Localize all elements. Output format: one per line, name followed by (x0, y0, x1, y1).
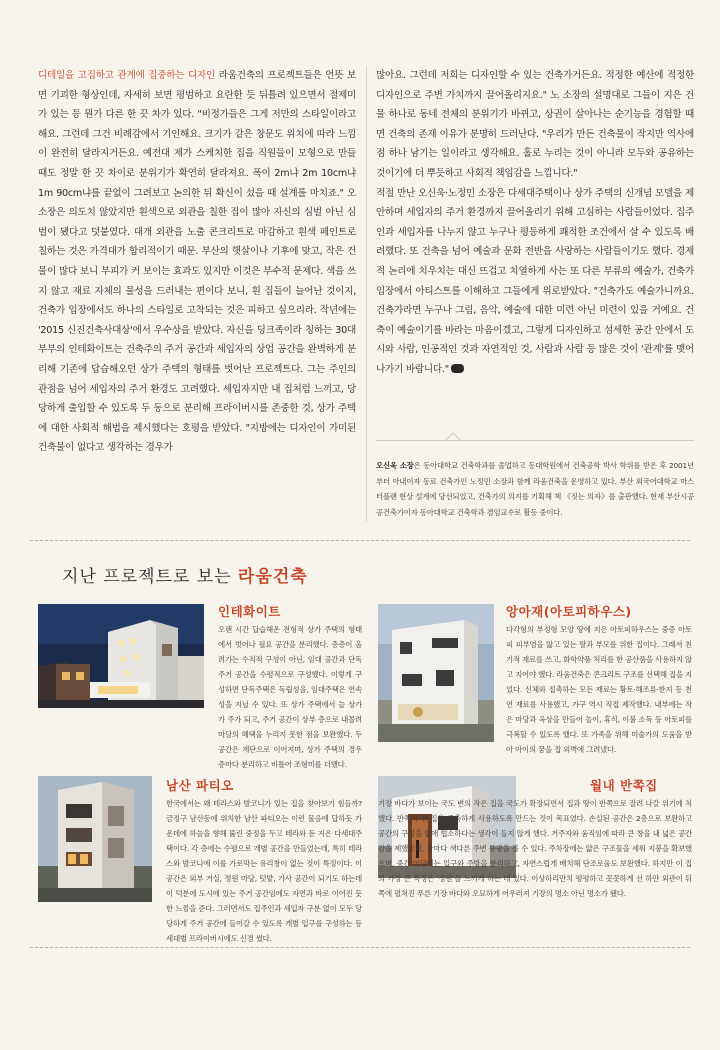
end-mark-icon (451, 364, 464, 373)
photo-namsan-patio (38, 776, 152, 902)
pointer-notch-icon (446, 433, 460, 441)
article-right-column (376, 66, 694, 380)
section-divider-bottom (30, 947, 690, 948)
project-title: 남산 파티오 (166, 778, 234, 793)
project-text: 기장 바다가 보이는 국도 변의 작은 집을 국도가 확장되면서 집과 땅이 반쪽으로 잘려 나갈 위기에 처했다. 반쪽이 된 집을 증축하게 사용하도록 만드는 것이 목표였다. 손실된 공간은 2층으로 보완하고 공간의 구성을 없애 협소하다는 생각이 들지 않게 했다. 거주자와 움직임에 따라 큰 창을 내 넓은 공간감을 제했으며, 창마다 색다른 주변 풍광을 볼 수 있다. 주차장에는 얇은 구조물을 세워 지붕을 확보했으며, 중간 마당에는 입구와 주방을 분리하고, 자연스럽게 배치해 단조로움도 보완했다. 하지만 이 집의 가장 큰 특징은 '정원'을 느끼게 하는 데 있다. 이상하리만치 평평하고 꼿꼿하게 선 하얀 외관이 뒤쪽에 펼쳐진 푸른 기장 바다와 오묘하게 어우러져 기장의 명소 아닌 명소가 됐다. (378, 799, 692, 898)
subheading: 디테일을 고집하고 관계에 집중하는 디자인 (38, 70, 216, 81)
article-paragraph (376, 184, 694, 380)
photo-intewhite (38, 604, 204, 708)
project-text: 다각형의 부정형 모양 땅에 지은 아토피하우스는 중증 아토피 피부염을 앓고 있는 딸과 부모를 위한 집이다. 그래서 친기적 재료를 쓰고, 화학약품 처리를 한 공산품을 사용하지 않고 지어야 했다. 라움건축은 콘크리트 구조를 선택해 집을 지었다. 신체와 접촉하는 모든 재료는 황토·해조류·한지 등 천연 재료를 사용했고, 가구 역시 직접 제작했다. 내부에는 작은 마당과 옥상을 만들어 놀이, 휴식, 이불 소독 등 아토피를 극복할 수 있도록 했다. 또 가족을 위해 미술가의 도움을 받아 아이의 꿈을 집 외벽에 그려냈다. (506, 625, 692, 754)
project-text: 한국에서는 왜 테라스와 발코니가 있는 집을 찾아보기 힘들까? 금정구 남산동에 위치한 남산 파티오는 이런 물음에 답하듯 가운데에 하늘을 향해 뚫린 중정을 두고 테라와 둔 지은 다세대주택이다. 각 층에는 수평으로 개별 공간을 만들었는데, 특히 테라스와 발코니에 이를 가로막는 유리창이 없는 것이 특징이다. 이 공간은 외부 거실, 정원 마당, 텃밭, 가사 공간이 되기도 하는데 이 덕분에 도시에 있는 주거 공간임에도 자연과 바로 이어진 듯한 느낌을 준다. 그러면서도 집주인과 세입자 구분 없이 모두 당당하게 주거 공간에 들어갈 수 있도록 개별 입구를 구성하는 등 세대별 프라이버시에도 신경 썼다. (166, 799, 362, 943)
article-paragraph (38, 66, 356, 458)
section-title-text: 지난 프로젝트로 보는 (62, 567, 239, 587)
project-title: 인테화이트 (218, 604, 281, 619)
section-divider-top (30, 540, 690, 541)
bio-text: 은 동아대학교 건축학과를 졸업하고 동대학원에서 건축공학 박사 학위를 받은 후 2001년부터 아내이자 동료 건축가인 노정민 소장과 함께 라움건축을 운영하고 있다. 부산 외국어대학교 마스터플랜 현상 설계에 당선되었고, 건축가의 의지를 기획해 책 《짓는 의자》를 출판했다. 현재 부산시공공건축가이자 동아대학교 건축학과 겸임교수로 활동 중이다. (376, 461, 694, 517)
article-left-column (38, 66, 356, 458)
bio-divider (376, 440, 694, 441)
project-title: 앙아재(아토피하우스) (506, 604, 632, 619)
column-divider (366, 66, 367, 522)
section-title (62, 562, 308, 587)
project-text: 오랜 시간 답습해온 전형적 상가 주택의 형태에서 벗어나 필요 공간을 분리했다. 층층이 올려가는 수직적 구성이 아닌, 임대 공간과 단독 주거 공간을 수평적으로 구성했다. 이렇게 구성하면 단독주택은 독립성을, 임대주택은 연속성을 지닐 수 있다. 또 상가 주택에서 늘 상가가 주가 되고, 주거 공간이 상부 층으로 내몰려 마당의 혜택을 누리지 못한 점을 보완했다. 두 공간은 계단으로 이어지며, 상가 주택의 경우 층마다 분리하고 비틀어 조형미를 더했다. (218, 625, 362, 769)
section-title-highlight: 라움건축 (238, 567, 308, 587)
bio-name: 오신욱 소장 (376, 461, 414, 470)
paragraph-text: 적절 만난 오신욱·노정민 소장은 다세대주택이나 상가 주택의 신개념 모델을 제안하며 세입자의 주거 환경까지 끌어올리기 위해 고심하는 사람들이었다. 집주인과 세입자를 나누지 않고 누구나 평등하게 쾌적한 조건에서 살 수 있도록 배려했다. 또 건축을 넘어 예술과 문화 전반을 사랑하는 사람들이기도 했다. 경제적 논리에 치우치는 대신 뜨겁고 치열하게 사는 또 다른 부류의 예술가, 건축가 입장에서 아티스트를 이해하고 그들에게 위로받았다. "건축가도 예술가니까요. 건축가라면 누구나 그림, 음악, 예술에 대한 미련 아닌 미련이 있을 거예요. 건축이 예술이기를 바라는 마음이겠고, 그렇게 디자인하고 섬세한 공간 안에서 도시와 사람, 인공적인 것과 자연적인 것, 사람과 사람 등 많은 것이 '관계'를 맺어나가기 바랍니다." (376, 187, 694, 375)
paragraph-text: 라움건축의 프로젝트들은 언뜻 보면 기괴한 형상인데, 자세히 보면 평범하고 요란한 듯 뒤틀려 있으면서 절제미가 있는 등 뭔가 다른 한 끗 차가 있다. "비정가들은 그게 저만의 스타일이라고 해요. 그런데 그건 비례감에서 기인해요. 크기가 같은 창문도 위치에 따라 느낌이 완전히 달라지거든요. 예전대 제가 스케치한 집을 직원들이 모형으로 만들 때도 정말 한 끗 차이로 분위기가 확연히 달라져요. 폭이 2m냐 2m 10cm냐 1m 90cm냐를 끝없이 그려보고 논의한 뒤 확신이 섰을 때 설계를 마치죠." 오 소장은 의도치 않았지만 흰색으로 외관을 칠한 집이 많아 자신의 심벌 아닌 심벌이 됐다고 덧붙였다. 대개 외관을 노출 콘크리트로 마감하고 흰색 페인트로 칠하는 것은 가격대가 합리적이기 때문. 부산의 햇살이나 기후에 맞고, 작은 건물이 많다 보니 부피가 커 보이는 효과도 있지만 이것은 부수적 문제다. 색을 쓰지 않고 재료 자체의 물성을 드러내는 편이다 보니, 흰 집들이 늘어난 것이지, 건축가 입장에서도 하나의 스타일로 고착되는 것은 피하고 싶으리라. 작년에는 '2015 신진건축사대상'에서 우수상을 받았다. 자신을 딩크족이라 칭하는 30대 부부의 인테화이트는 건축주의 주거 공간과 세입자의 상업 공간을 완벽하게 분리해 기존에 답습해오던 상가 주택의 형태를 벗어난 프로젝트다. 그는 주인의 관점을 넘어 세입자의 주거 환경도 고려했다. 세입자지만 내 집처럼 느끼고, 당당하게 출입할 수 있도록 두 동으로 분리해 프라이버시를 존중한 것, 상가 주택에 대한 사회적 해법을 제시했다는 호평을 받았다. "지방에는 디자인이 가미된 건축물이 없다고 생각하는 경우가 (38, 70, 356, 454)
photo-atopy-house (378, 604, 494, 742)
project-title: 월내 반쪽집 (590, 778, 658, 793)
author-bio (376, 458, 694, 520)
paragraph-text: 많아요. 그런데 저희는 디자인할 수 있는 건축가거든요. 적정한 예산에 적정한 디자인으로 주변 가치까지 끌어올리지요." 노 소장의 설명대로 그들이 지은 건물 하나로 동네 전체의 분위기가 바뀌고, 상권이 살아나는 순기능을 경험할 때면 건축의 존재 이유가 분명히 드러난다. "우리가 만든 건축물이 작지만 역사에 점 하나 남기는 일이라고 생각해요. 홀로 누리는 것이 아니라 모두와 공유하는 것이기에 더 뿌듯하고 사회적 책임감을 느낍니다." (376, 70, 694, 179)
